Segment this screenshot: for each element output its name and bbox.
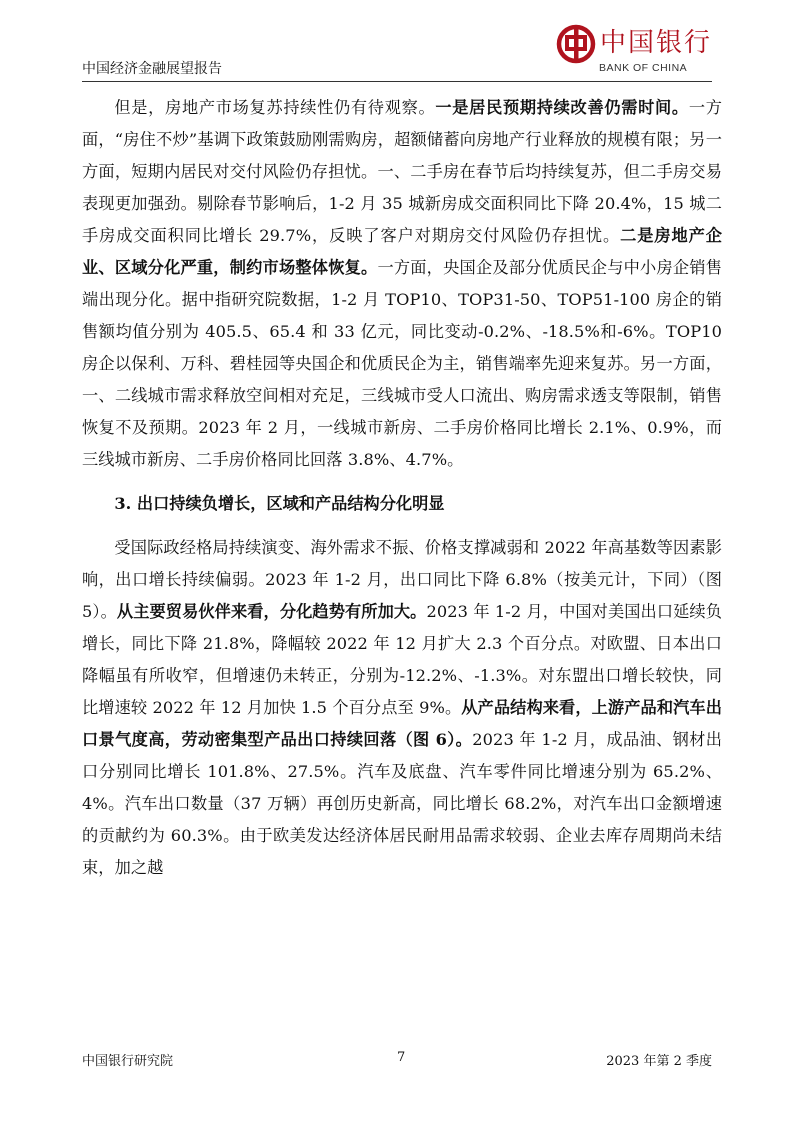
paragraph-real-estate [82,92,722,476]
bank-of-china-emblem-icon [556,24,596,64]
p2-run-1: 受国际政经格局持续演变、海外需求不振、价格支撑减弱和 2022 年高基数等因素影响，出口增长持续偏弱。2023 年 1-2 月，出口同比下降 6.8%（按美元计，下同）（图 5）。 [82,538,722,621]
p2-run-2-bold: 从主要贸易伙伴来看，分化趋势有所加大。 [116,602,427,621]
section-heading: 3. 出口持续负增长，区域和产品结构分化明显 [114,494,445,513]
report-title: 中国经济金融展望报告 [82,61,222,77]
p1-run-2-bold: 一是居民预期持续改善仍需时间。 [435,98,689,117]
bank-logo [556,18,714,80]
p2-run-4-bold: 从产品结构来看，上游产品和汽车出口景气度高，劳动密集型产品出口持续回落（图 6）。 [82,698,722,749]
footer-institute: 中国银行研究院 [82,1054,174,1069]
p1-run-5: 一方面，央国企及部分优质民企与中小房企销售端出现分化。据中指研究院数据，1-2 月 TOP10、TOP31-50、TOP51-100 房企的销售额均值分别为 405.5、65.4 和 33 亿元，同比变动-0.2%、-18.5%和-6%。TOP10 房企以保利、万科、碧桂园等央国企和优质民企为主，销售端率先迎来复苏。另一方面，一、二线城市需求释放空间相对充足，三线城市受人口流出、购房需求透支等限制，销售恢复不及预期。2023 年 2 月，一线城市新房、二手房价格同比增长 2.1%、0.9%，而三线城市新房、二手房价格同比回落 3.8%、4.7%。 [82,258,722,469]
footer-period: 2023 年第 2 季度 [606,1054,712,1069]
p1-run-3: 一方面，“房住不炒”基调下政策鼓励刚需购房，超额储蓄向房地产行业释放的规模有限；另一方面，短期内居民对交付风险仍存担忧。一、二手房在春节后均持续复苏，但二手房交易表现更加强劲。剔除春节影响后，1-2 月 35 城新房成交面积同比下降 20.4%，15 城二手房成交面积同比增长 29.7%，反映了客户对期房交付风险仍存担忧。 [82,98,722,245]
logo-chinese-name: 中国银行 [600,28,713,58]
page-number: 7 [397,1050,406,1065]
p2-run-3: 2023 年 1-2 月，中国对美国出口延续负增长，同比下降 21.8%，降幅较 2022 年 12 月扩大 2.3 个百分点。对欧盟、日本出口降幅虽有所收窄，但增速仍未转正，分别为-12.2%、-1.3%。对东盟出口增长较快，同比增速较 2022 年 12 月加快 1.5 个百分点至 9%。 [82,602,723,717]
logo-english-name: BANK OF CHINA [599,62,688,74]
paragraph-exports [82,532,722,884]
p1-run-4-bold: 二是房地产企业、区域分化严重，制约市场整体恢复。 [82,226,722,277]
report-body [82,92,722,884]
header-divider [82,81,712,82]
p2-run-5: 2023 年 1-2 月，成品油、钢材出口分别同比增长 101.8%、27.5%。汽车及底盘、汽车零件同比增速分别为 65.2%、4%。汽车出口数量（37 万辆）再创历史新高，同比增长 68.2%，对汽车出口金额增速的贡献约为 60.3%。由于欧美发达经济体居民耐用品需求较弱、企业去库存周期尚未结束，加之越 [82,730,723,877]
p1-run-1: 但是，房地产市场复苏持续性仍有待观察。 [114,98,436,117]
